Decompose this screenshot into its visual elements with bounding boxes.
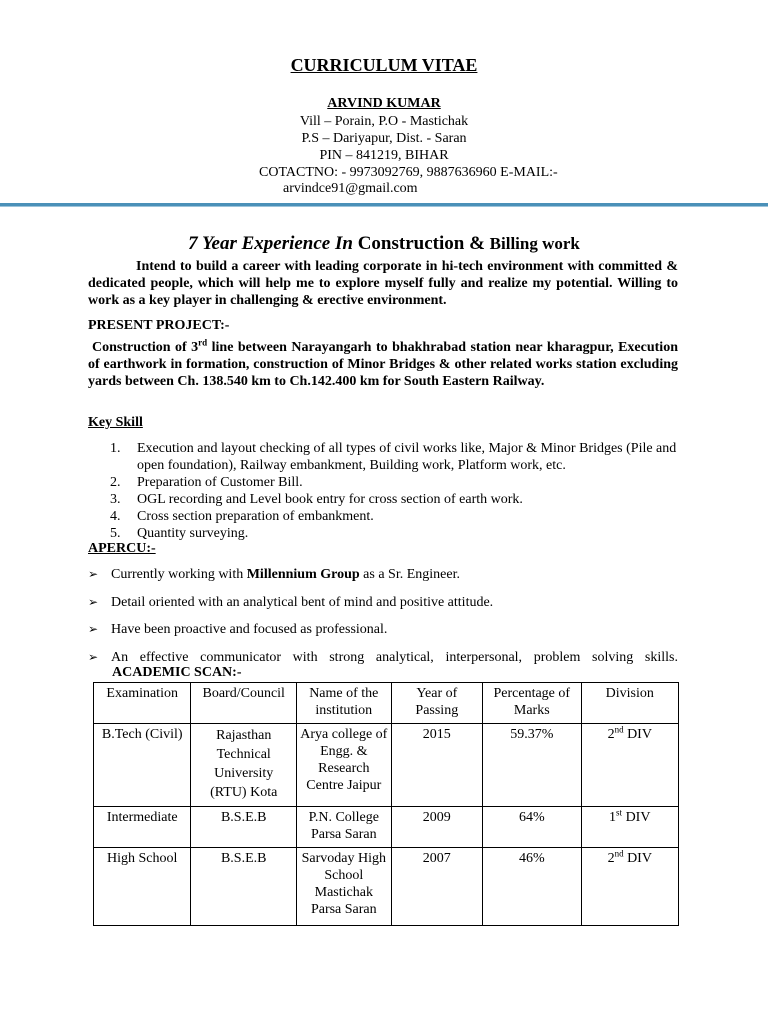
objective-paragraph: Intend to build a career with leading corporate in hi-tech environment with committed & dedicated people, which will help me to explore myself fully and realize my potential. Willing to work as a key player in challenging & erective environment.	[88, 259, 678, 308]
column-header: Examination	[94, 683, 191, 724]
list-item-number: 5.	[110, 526, 121, 541]
table-row	[94, 807, 679, 848]
apercu-text: as a Sr. Engineer.	[359, 567, 460, 582]
contact-line: COTACTNO: - 9973092769, 9887636960 E-MAIL:-	[259, 165, 558, 180]
apercu-item	[88, 649, 678, 666]
address-line-3: PIN – 841219, BIHAR	[319, 148, 449, 163]
cell-percentage: 64%	[483, 807, 581, 848]
apercu-heading: APERCU:-	[88, 541, 156, 556]
list-item	[110, 474, 678, 491]
list-item-number: 2.	[110, 475, 121, 490]
list-item-text: OGL recording and Level book entry for cross section of earth work.	[137, 492, 523, 507]
headline-experience: 7 Year Experience In	[188, 233, 353, 254]
division-text: DIV	[622, 810, 651, 825]
experience-headline	[0, 233, 768, 255]
table-header-row	[94, 683, 679, 724]
project-text-sup: rd	[198, 337, 208, 348]
apercu-text: Detail oriented with an analytical bent of mind and positive attitude.	[111, 595, 494, 610]
cell-year: 2009	[391, 807, 482, 848]
cell-year: 2007	[391, 848, 482, 926]
project-text-start: Construction of 3	[92, 340, 199, 355]
division-suffix: nd	[614, 724, 624, 735]
headline-billing: Billing work	[489, 234, 580, 253]
address-line-2: P.S – Dariyapur, Dist. - Saran	[301, 131, 467, 146]
present-project-heading: PRESENT PROJECT:-	[88, 318, 230, 333]
list-item	[110, 491, 678, 508]
arrow-bullet-icon: ➢	[88, 595, 99, 609]
apercu-text: Currently working with	[111, 567, 247, 582]
cell-percentage: 59.37%	[483, 724, 581, 807]
academic-table	[93, 682, 679, 926]
cell-board: B.S.E.B	[191, 807, 297, 848]
cell-board: Rajasthan Technical University (RTU) Kota	[191, 724, 297, 807]
header-divider	[0, 203, 768, 207]
apercu-text: Have been proactive and focused as professional.	[111, 622, 388, 637]
list-item-text: Quantity surveying.	[137, 526, 249, 541]
division-number: 2	[607, 851, 615, 866]
cell-examination: High School	[94, 848, 191, 926]
division-number: 1	[609, 810, 617, 825]
arrow-bullet-icon: ➢	[88, 567, 99, 581]
division-suffix: nd	[614, 848, 624, 859]
apercu-item	[88, 566, 678, 583]
column-header: Board/Council	[191, 683, 297, 724]
address-line-1: Vill – Porain, P.O - Mastichak	[299, 114, 469, 129]
list-item	[110, 440, 678, 474]
apercu-text: An effective communicator with strong analytical, interpersonal, problem solving skills.	[111, 650, 678, 665]
cell-division	[581, 724, 678, 807]
cell-year: 2015	[391, 724, 482, 807]
apercu-item	[88, 594, 678, 611]
company-name: Millennium Group	[246, 567, 360, 582]
academic-heading: ACADEMIC SCAN:-	[112, 665, 242, 680]
cell-institution: Sarvoday High School Mastichak Parsa Saran	[297, 848, 392, 926]
cell-division	[581, 807, 678, 848]
cell-examination: Intermediate	[94, 807, 191, 848]
apercu-item	[88, 621, 678, 638]
email-address: arvindce91@gmail.com	[283, 181, 418, 196]
column-header: Year of Passing	[391, 683, 482, 724]
list-item-text: Preparation of Customer Bill.	[137, 475, 303, 490]
present-project-text	[88, 339, 678, 390]
key-skill-heading: Key Skill	[88, 415, 143, 430]
document-title: CURRICULUM VITAE	[290, 55, 478, 75]
cell-institution: P.N. College Parsa Saran	[297, 807, 392, 848]
list-item-number: 4.	[110, 509, 121, 524]
cell-division	[581, 848, 678, 926]
cell-percentage: 46%	[483, 848, 581, 926]
division-text: DIV	[623, 851, 652, 866]
arrow-bullet-icon: ➢	[88, 650, 99, 664]
arrow-bullet-icon: ➢	[88, 622, 99, 636]
table-row	[94, 848, 679, 926]
list-item	[110, 525, 678, 542]
division-suffix: st	[616, 807, 623, 818]
division-text: DIV	[623, 727, 652, 742]
cell-board: B.S.E.B	[191, 848, 297, 926]
column-header: Name of the institution	[297, 683, 392, 724]
list-item-number: 3.	[110, 492, 121, 507]
candidate-name: ARVIND KUMAR	[327, 96, 441, 111]
column-header: Percentage of Marks	[483, 683, 581, 724]
list-item-text: Cross section preparation of embankment.	[137, 509, 374, 524]
division-number: 2	[607, 727, 615, 742]
cell-examination: B.Tech (Civil)	[94, 724, 191, 807]
list-item-number: 1.	[110, 441, 121, 456]
column-header: Division	[581, 683, 678, 724]
table-row	[94, 724, 679, 807]
headline-construction: Construction &	[357, 233, 485, 254]
project-text-end: line between Narayangarh to bhakhrabad station near kharagpur, Execution of earthwork in formation, construction of Minor Bridges & other related works station excluding yards between Ch. 138.540 km to Ch.142.400 km for South Eastern Railway.	[88, 340, 678, 389]
list-item-text: Execution and layout checking of all types of civil works like, Major & Minor Bridges (Pile and open foundation), Railway embankment, Building work, Platform work, etc.	[137, 441, 677, 473]
list-item	[110, 508, 678, 525]
key-skill-list	[110, 440, 678, 542]
cell-institution: Arya college of Engg. & Research Centre Jaipur	[297, 724, 392, 807]
